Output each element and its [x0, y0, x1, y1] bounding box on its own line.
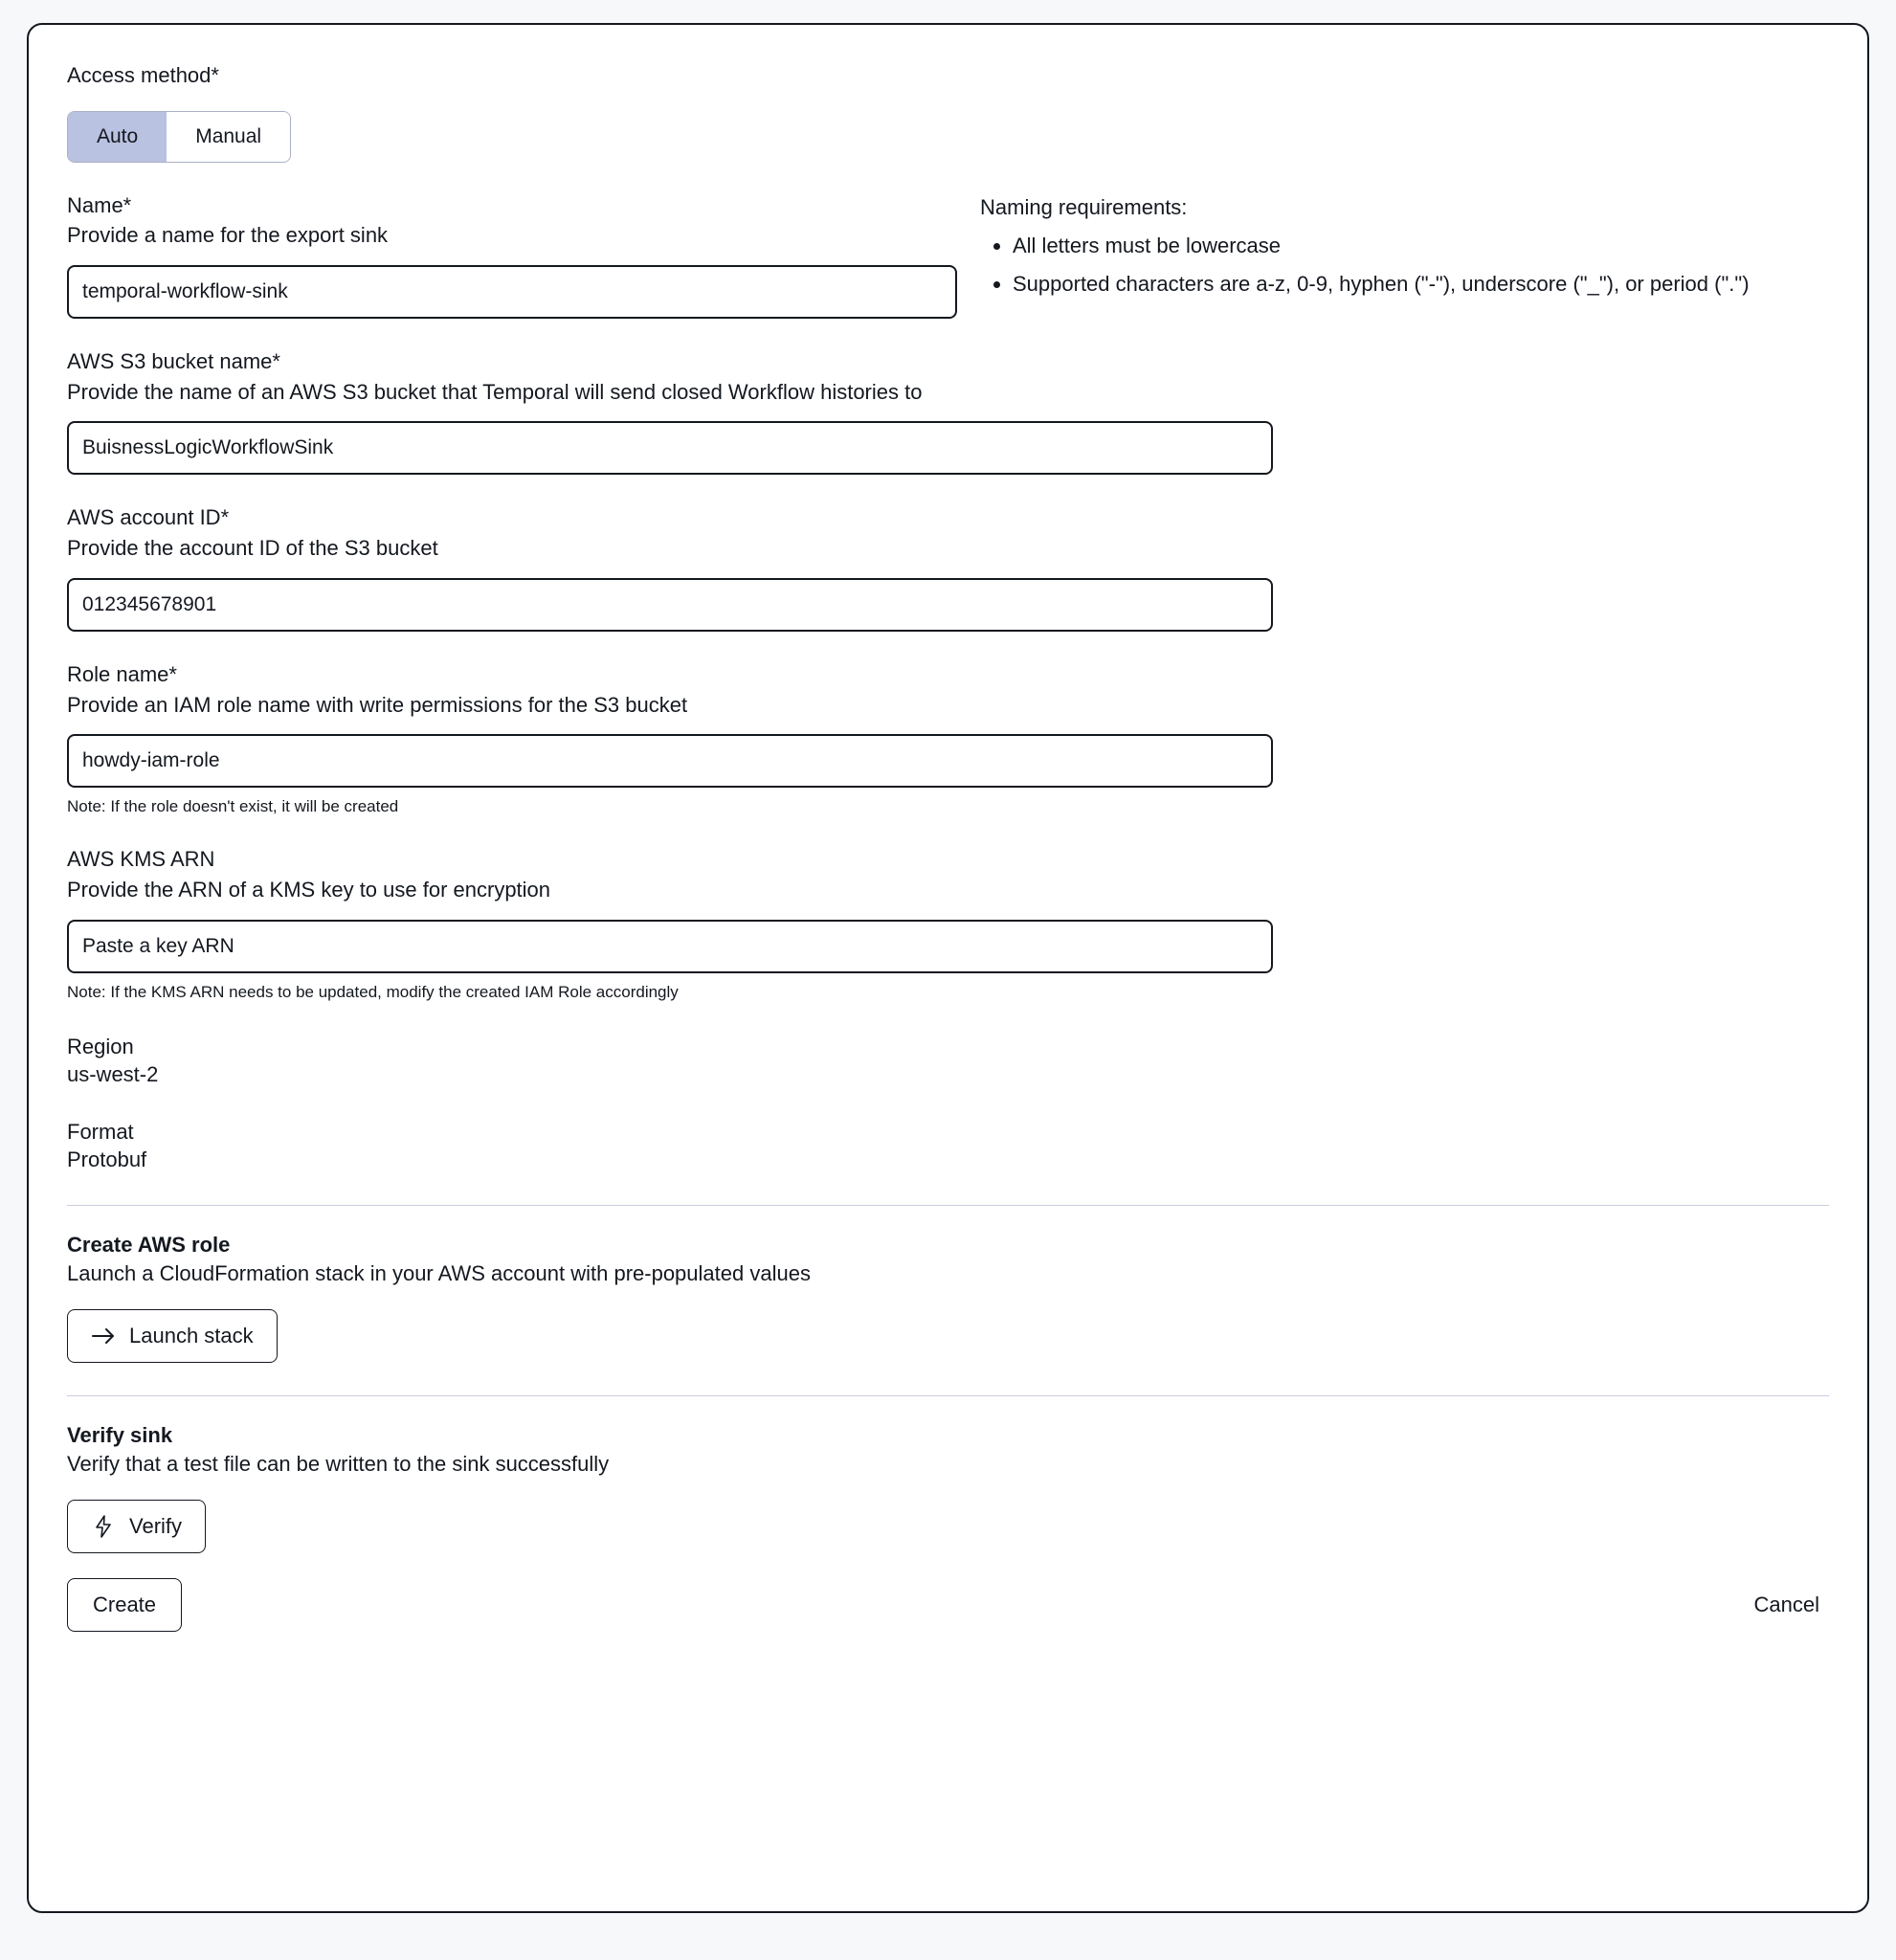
- name-description: Provide a name for the export sink: [67, 223, 389, 248]
- kms-arn-description: Provide the ARN of a KMS key to use for encryption: [67, 877, 551, 902]
- role-name-description: Provide an IAM role name with write permissions for the S3 bucket: [67, 692, 688, 717]
- role-name-field: [67, 660, 1829, 816]
- verify-button[interactable]: [67, 1500, 206, 1553]
- create-button[interactable]: Create: [67, 1578, 182, 1632]
- divider: [67, 1395, 1829, 1396]
- launch-stack-button[interactable]: [67, 1309, 278, 1363]
- arrow-right-icon: [91, 1324, 116, 1348]
- role-name-input[interactable]: [67, 734, 1273, 788]
- create-aws-role-description: Launch a CloudFormation stack in your AWS account with pre-populated values: [67, 1260, 811, 1285]
- verify-sink-title: Verify sink: [67, 1422, 173, 1447]
- role-name-label: Role name*: [67, 661, 177, 686]
- verify-sink-description: Verify that a test file can be written to the sink successfully: [67, 1451, 610, 1476]
- account-id-field: [67, 503, 1829, 631]
- naming-requirements-list: [980, 230, 1750, 301]
- name-and-requirements-row: [67, 191, 1829, 319]
- access-method-option-auto[interactable]: Auto: [68, 112, 167, 162]
- kms-arn-field: [67, 845, 1829, 1001]
- bucket-field: [67, 347, 1829, 475]
- name-input[interactable]: [67, 265, 957, 319]
- launch-stack-label: Launch stack: [129, 1323, 254, 1348]
- bucket-label: AWS S3 bucket name*: [67, 349, 280, 374]
- kms-arn-label: AWS KMS ARN: [67, 847, 215, 872]
- access-method-toggle[interactable]: [67, 111, 291, 163]
- export-sink-form-card: [27, 23, 1869, 1913]
- access-method-option-manual[interactable]: Manual: [167, 112, 290, 162]
- account-id-description: Provide the account ID of the S3 bucket: [67, 536, 438, 561]
- format-block: [67, 1120, 1829, 1172]
- lightning-icon: [91, 1514, 116, 1539]
- naming-requirement-item: • All letters must be lowercase: [1013, 230, 1750, 262]
- cancel-button[interactable]: Cancel: [1753, 1592, 1819, 1616]
- kms-arn-input[interactable]: [67, 920, 1273, 973]
- format-value: Protobuf: [67, 1147, 147, 1171]
- form-footer: [67, 1578, 1829, 1632]
- region-block: [67, 1035, 1829, 1087]
- naming-requirement-item: • Supported characters are a-z, 0-9, hyphen ("-"), underscore ("_"), or period ("."): [1013, 268, 1750, 301]
- region-label: Region: [67, 1034, 134, 1058]
- bucket-description: Provide the name of an AWS S3 bucket that Temporal will send closed Workflow histories to: [67, 379, 923, 404]
- kms-arn-note: Note: If the KMS ARN needs to be updated, modify the created IAM Role accordingly: [67, 982, 679, 1001]
- create-aws-role-section: [67, 1233, 1829, 1363]
- format-label: Format: [67, 1119, 134, 1144]
- verify-label: Verify: [129, 1513, 183, 1538]
- bucket-input[interactable]: [67, 421, 1273, 475]
- region-value: us-west-2: [67, 1061, 159, 1086]
- create-aws-role-title: Create AWS role: [67, 1232, 231, 1257]
- access-method-field: [67, 61, 1829, 163]
- naming-requirements-title: Naming requirements:: [980, 194, 1188, 219]
- access-method-label: Access method*: [67, 63, 219, 87]
- account-id-input[interactable]: [67, 578, 1273, 632]
- name-label: Name*: [67, 192, 132, 217]
- naming-requirements: [980, 191, 1750, 306]
- divider: [67, 1205, 1829, 1206]
- account-id-label: AWS account ID*: [67, 505, 230, 530]
- role-name-note: Note: If the role doesn't exist, it will be created: [67, 797, 399, 816]
- name-field: [67, 191, 957, 319]
- verify-sink-section: [67, 1423, 1829, 1553]
